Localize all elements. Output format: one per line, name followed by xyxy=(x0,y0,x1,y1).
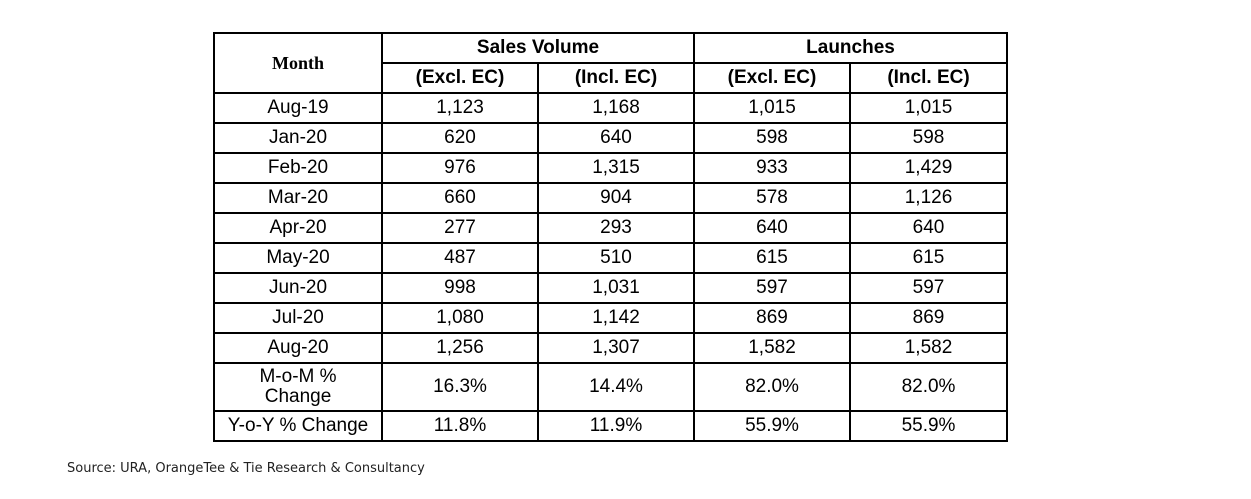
sales-launches-table xyxy=(213,32,1008,442)
table-cell: 640 xyxy=(694,213,850,243)
table-cell: 1,582 xyxy=(694,333,850,363)
table-row-yoy-change xyxy=(214,411,1007,441)
table-cell: 869 xyxy=(850,303,1007,333)
table-cell: 976 xyxy=(382,153,538,183)
subheader-launches-incl-ec: (Incl. EC) xyxy=(850,63,1007,93)
table-cell: 11.9% xyxy=(538,411,694,441)
month-cell: M-o-M % Change xyxy=(214,363,382,411)
month-cell: Feb-20 xyxy=(214,153,382,183)
table-cell: 16.3% xyxy=(382,363,538,411)
month-cell: Jul-20 xyxy=(214,303,382,333)
table-cell: 1,080 xyxy=(382,303,538,333)
month-cell: Jan-20 xyxy=(214,123,382,153)
month-cell: Aug-19 xyxy=(214,93,382,123)
table-row xyxy=(214,93,1007,123)
table-cell: 1,015 xyxy=(850,93,1007,123)
table-cell: 597 xyxy=(850,273,1007,303)
table-cell: 1,142 xyxy=(538,303,694,333)
table-cell: 293 xyxy=(538,213,694,243)
table-row xyxy=(214,153,1007,183)
table-cell: 510 xyxy=(538,243,694,273)
table-cell: 998 xyxy=(382,273,538,303)
launches-header: Launches xyxy=(694,33,1007,63)
table-cell: 277 xyxy=(382,213,538,243)
table-cell: 1,429 xyxy=(850,153,1007,183)
source-note: Source: URA, OrangeTee & Tie Research & Consultancy xyxy=(67,461,425,476)
table-row xyxy=(214,123,1007,153)
table-row xyxy=(214,273,1007,303)
table-cell: 660 xyxy=(382,183,538,213)
table-cell: 55.9% xyxy=(850,411,1007,441)
table-cell: 11.8% xyxy=(382,411,538,441)
table-cell: 933 xyxy=(694,153,850,183)
table-cell: 640 xyxy=(850,213,1007,243)
month-cell: Jun-20 xyxy=(214,273,382,303)
table-cell: 620 xyxy=(382,123,538,153)
table-cell: 615 xyxy=(850,243,1007,273)
group-header-row xyxy=(214,33,1007,63)
month-cell: Y-o-Y % Change xyxy=(214,411,382,441)
table-row xyxy=(214,243,1007,273)
table-cell: 82.0% xyxy=(694,363,850,411)
table-cell: 598 xyxy=(850,123,1007,153)
month-cell: May-20 xyxy=(214,243,382,273)
table-cell: 1,123 xyxy=(382,93,538,123)
table-cell: 1,168 xyxy=(538,93,694,123)
subheader-launches-excl-ec: (Excl. EC) xyxy=(694,63,850,93)
table-cell: 1,256 xyxy=(382,333,538,363)
subheader-sales-incl-ec: (Incl. EC) xyxy=(538,63,694,93)
table-cell: 578 xyxy=(694,183,850,213)
month-cell: Mar-20 xyxy=(214,183,382,213)
table-cell: 1,315 xyxy=(538,153,694,183)
table-cell: 82.0% xyxy=(850,363,1007,411)
table-row xyxy=(214,303,1007,333)
table-row-mom-change xyxy=(214,363,1007,411)
table-cell: 615 xyxy=(694,243,850,273)
sales-volume-header: Sales Volume xyxy=(382,33,694,63)
table-cell: 904 xyxy=(538,183,694,213)
table-cell: 1,015 xyxy=(694,93,850,123)
table-cell: 598 xyxy=(694,123,850,153)
table-row xyxy=(214,183,1007,213)
table-row xyxy=(214,213,1007,243)
table-cell: 55.9% xyxy=(694,411,850,441)
table-cell: 1,582 xyxy=(850,333,1007,363)
table-cell: 14.4% xyxy=(538,363,694,411)
month-cell: Aug-20 xyxy=(214,333,382,363)
table-cell: 487 xyxy=(382,243,538,273)
table-cell: 640 xyxy=(538,123,694,153)
subheader-sales-excl-ec: (Excl. EC) xyxy=(382,63,538,93)
month-cell: Apr-20 xyxy=(214,213,382,243)
table-row xyxy=(214,333,1007,363)
table-cell: 597 xyxy=(694,273,850,303)
table-cell: 1,031 xyxy=(538,273,694,303)
table-cell: 1,126 xyxy=(850,183,1007,213)
table-cell: 1,307 xyxy=(538,333,694,363)
month-header: Month xyxy=(214,33,382,93)
table-cell: 869 xyxy=(694,303,850,333)
